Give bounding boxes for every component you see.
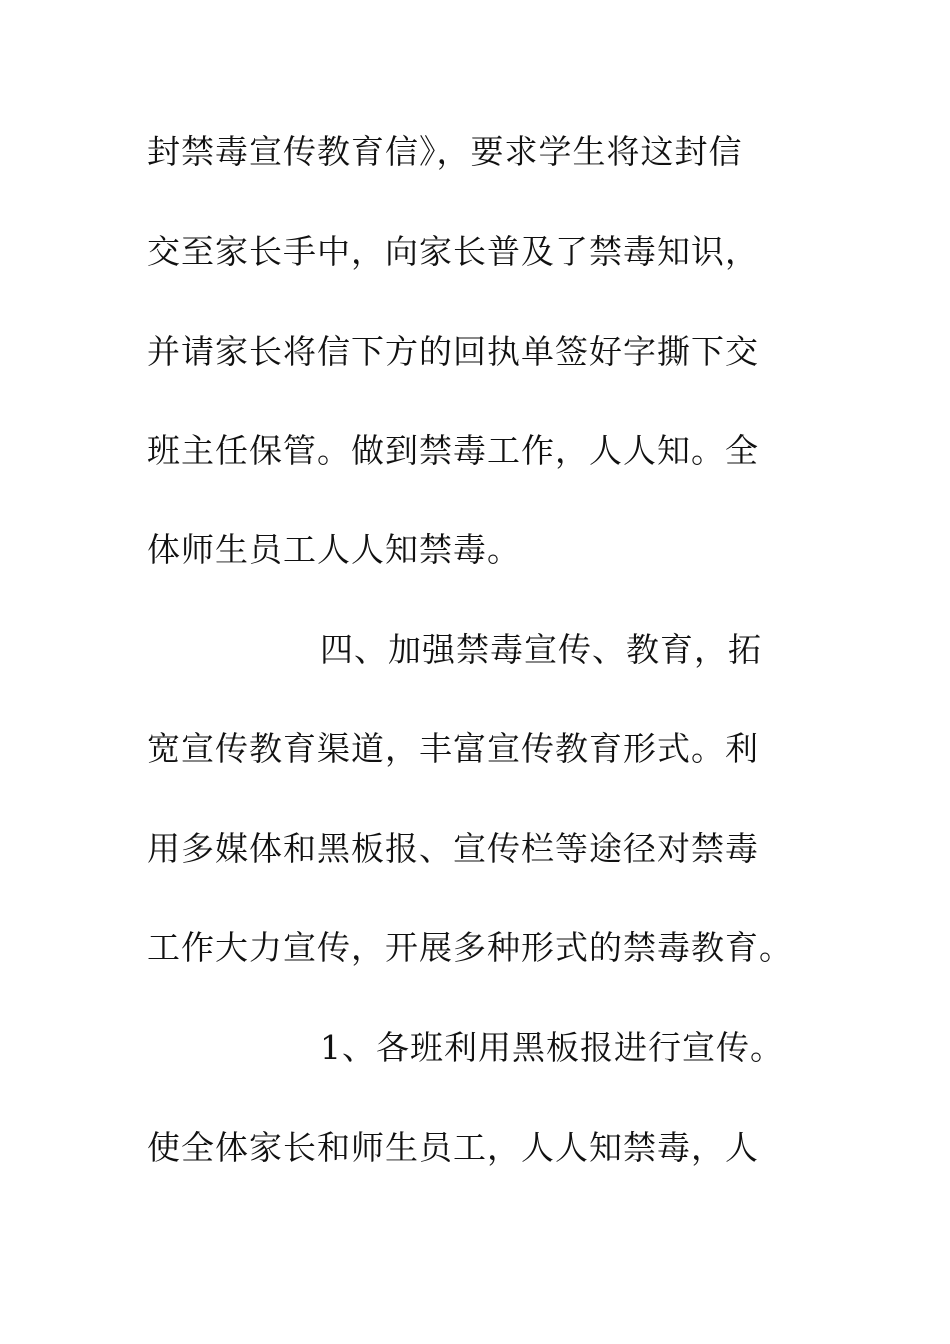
paragraph-line: 体师生员工人人知禁毒。 (147, 530, 521, 569)
paragraph-line: 封禁毒宣传教育信》，要求学生将这封信 (147, 132, 743, 171)
paragraph-line: 用多媒体和黑板报、宣传栏等途径对禁毒 (147, 829, 759, 868)
paragraph-line: 宽宣传教育渠道，丰富宣传教育形式。利 (147, 729, 759, 768)
section-heading-line: 四、加强禁毒宣传、教育，拓 (320, 630, 762, 669)
paragraph-line: 交至家长手中，向家长普及了禁毒知识， (147, 232, 759, 271)
list-item-line: 1、各班利用黑板报进行宣传。 (320, 1028, 784, 1067)
paragraph-line: 使全体家长和师生员工，人人知禁毒，人 (147, 1128, 759, 1167)
paragraph-line: 并请家长将信下方的回执单签好字撕下交 (147, 332, 759, 371)
paragraph-line: 班主任保管。做到禁毒工作，人人知。全 (147, 431, 759, 470)
paragraph-line: 工作大力宣传，开展多种形式的禁毒教育。 (147, 928, 793, 967)
